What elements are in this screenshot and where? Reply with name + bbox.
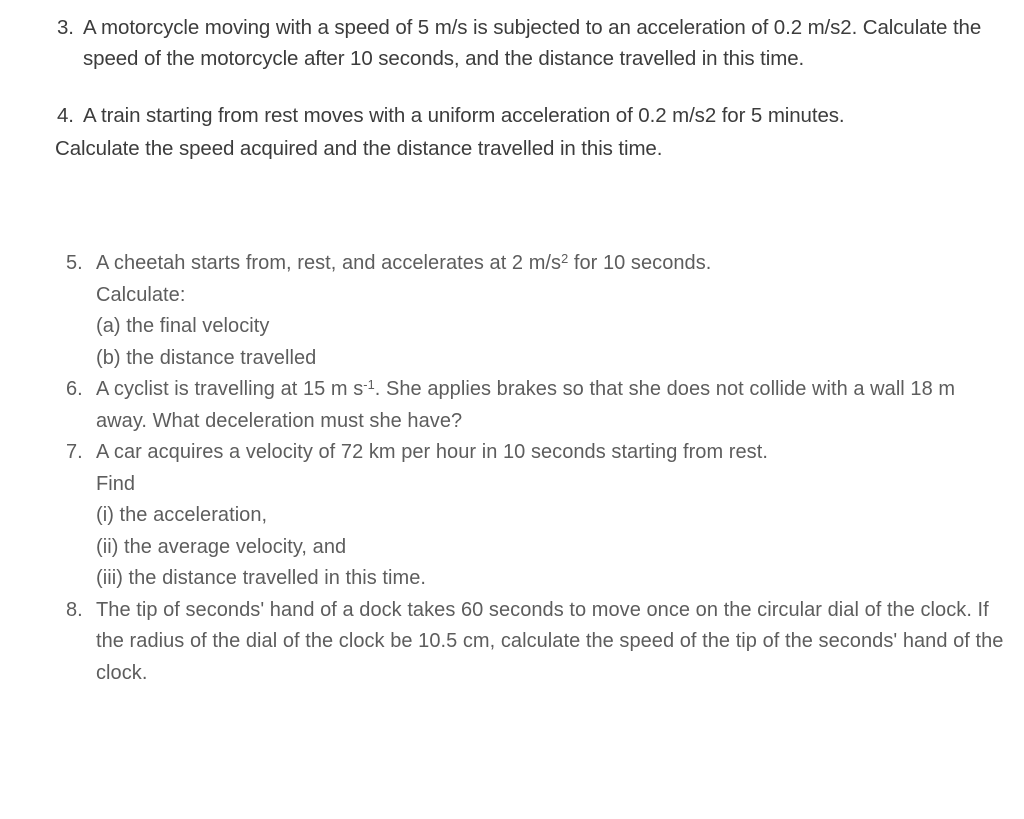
question-lead-8: The tip of seconds' hand of a dock takes 60 seconds to move once on the circular dial of the clock. If the radius of the dial of the clock be 10.5 cm, calculate the speed of the tip of the seconds' hand of the clock. bbox=[96, 598, 1004, 684]
question-item-5 bbox=[0, 248, 1024, 374]
question-number-4: 4. bbox=[57, 104, 74, 127]
sub-item-label-7ii: (ii) bbox=[96, 535, 119, 558]
sub-item-label-5a: (a) bbox=[96, 315, 121, 337]
sub-item-5a bbox=[96, 311, 1006, 343]
question-item-8 bbox=[0, 595, 1024, 690]
sub-item-text-7ii: the average velocity, and bbox=[124, 535, 347, 558]
question-body-6 bbox=[96, 374, 1018, 437]
question-lead-7: A car acquires a velocity of 72 km per hour in 10 seconds starting from rest. bbox=[96, 441, 768, 463]
question-number-5: 5. bbox=[66, 252, 83, 274]
sub-item-7iii bbox=[96, 563, 1006, 595]
sub-item-7i bbox=[96, 500, 1006, 532]
question-text-4: A train starting from rest moves with a uniform acceleration of 0.2 m/s2 for 5 minutes. bbox=[83, 104, 845, 127]
sub-item-list-5 bbox=[96, 311, 1006, 374]
question-lead-pre-5: A cheetah starts from, rest, and accelerates at 2 m/s bbox=[96, 252, 562, 274]
unit-exponent-6: -1 bbox=[363, 377, 375, 393]
question-lead-6 bbox=[96, 374, 1006, 437]
question-lead-post-5: for 10 seconds. bbox=[568, 252, 712, 274]
question-lead-5 bbox=[96, 248, 1006, 280]
questions-block-upper bbox=[0, 12, 1024, 164]
sub-item-5b bbox=[96, 343, 1006, 375]
sub-item-7ii bbox=[96, 532, 1006, 564]
question-body-7 bbox=[96, 437, 1018, 595]
question-lead-pre-6: A cyclist is travelling at 15 m s bbox=[96, 378, 364, 400]
sub-item-label-5b: (b) bbox=[96, 346, 121, 369]
sub-item-text-5b: the distance travelled bbox=[126, 346, 317, 369]
calculate-instruction-line: Calculate the speed acquired and the distance travelled in this time. bbox=[55, 137, 663, 160]
question-item-4 bbox=[0, 100, 1024, 131]
paragraph-spacer bbox=[0, 74, 1024, 100]
sub-item-text-5a: the final velocity bbox=[126, 315, 270, 337]
question-item-3 bbox=[0, 12, 1024, 74]
question-number-7: 7. bbox=[66, 441, 83, 463]
question-lead-post-6: . She applies brakes so that she does not collide with a wall 18 m away. What deceleration must she have? bbox=[96, 378, 956, 432]
question-item-6 bbox=[0, 374, 1024, 437]
question-number-8: 8. bbox=[66, 598, 83, 621]
sub-item-label-7i: (i) bbox=[96, 504, 114, 526]
question-body-8 bbox=[96, 595, 1018, 690]
questions-block-lower bbox=[0, 248, 1024, 689]
sub-item-label-7iii: (iii) bbox=[96, 567, 123, 589]
sub-item-text-7iii: the distance travelled in this time. bbox=[128, 567, 427, 589]
question-text-3: A motorcycle moving with a speed of 5 m/s is subjected to an acceleration of 0.2 m/s2. Calculate the speed of the motorcycle after 10 seconds, and the distance travelled in this time. bbox=[83, 16, 982, 70]
sub-item-list-7 bbox=[96, 500, 1006, 595]
question-item-7 bbox=[0, 437, 1024, 595]
question-number-6: 6. bbox=[66, 378, 83, 400]
question-continuation-7: Find bbox=[96, 472, 136, 495]
question-continuation-5: Calculate: bbox=[96, 283, 186, 306]
unit-exponent-5: 2 bbox=[561, 251, 569, 267]
sub-item-text-7i: the acceleration, bbox=[119, 504, 268, 526]
question-number-3: 3. bbox=[57, 16, 74, 39]
question-body-5 bbox=[96, 248, 1018, 374]
